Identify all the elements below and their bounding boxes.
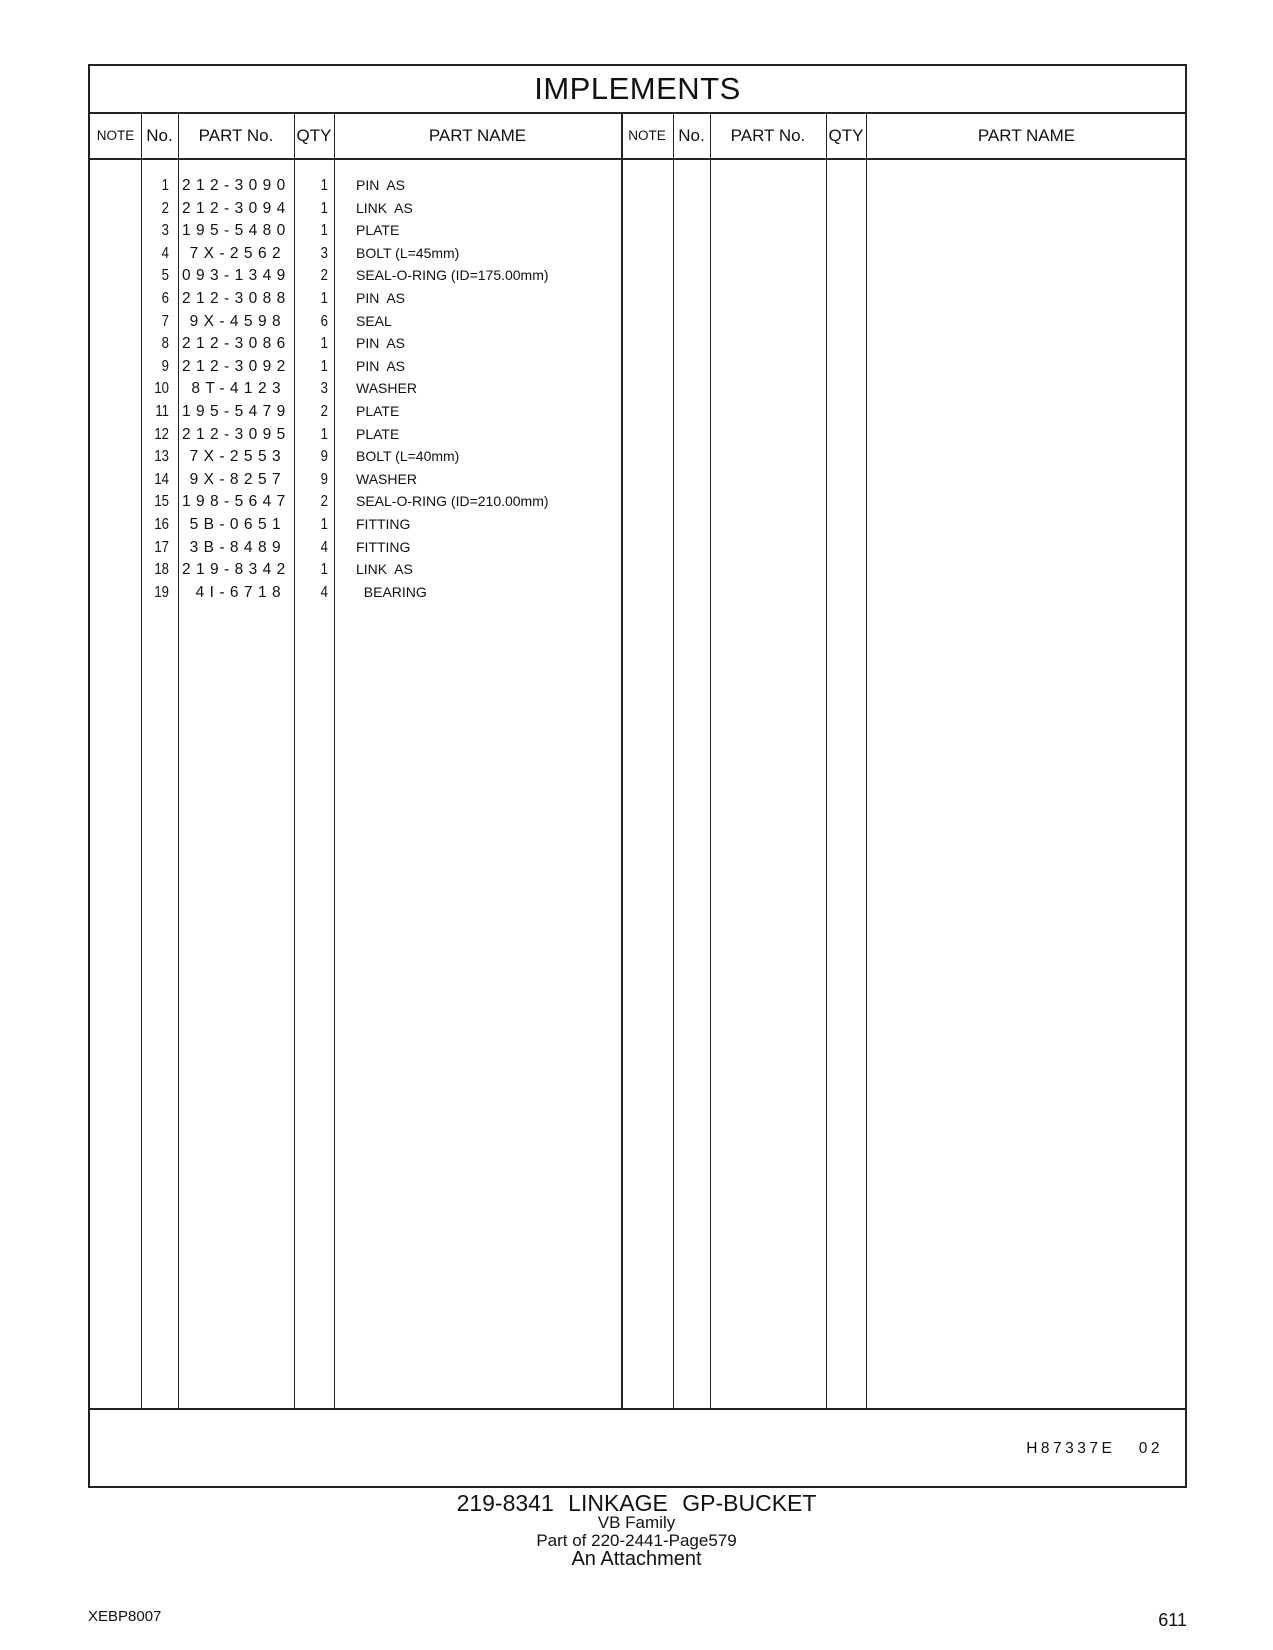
- item-number: 13: [154, 448, 169, 466]
- header-note: NOTE: [96, 128, 135, 143]
- item-number: 8: [161, 335, 169, 353]
- part-number: 212-3092: [182, 357, 291, 375]
- header-part-no-right: PART No.: [730, 126, 806, 145]
- item-number: 16: [154, 516, 169, 533]
- table-row: [90, 581, 1185, 604]
- quantity: 4: [320, 583, 328, 601]
- table-row: [90, 513, 1185, 536]
- header-part-name: PART NAME: [428, 126, 527, 145]
- part-number: 3B-8489: [189, 538, 286, 556]
- part-number: 212-3094: [182, 199, 291, 217]
- quantity: 2: [320, 493, 328, 511]
- table-bottom-rule: [90, 1408, 1185, 1410]
- part-number: 212-3086: [182, 335, 291, 353]
- item-number: 9: [161, 357, 169, 375]
- table-row: [90, 197, 1185, 220]
- quantity: 3: [320, 244, 328, 262]
- part-name: PIN AS: [356, 335, 406, 352]
- table-row: [90, 468, 1185, 491]
- item-number: 11: [155, 403, 169, 420]
- document-id: XEBP8007: [88, 1608, 162, 1625]
- item-number: 19: [154, 583, 169, 601]
- table-row: [90, 490, 1185, 513]
- item-number: 15: [154, 493, 169, 511]
- part-number: 9X-4598: [189, 312, 286, 330]
- quantity: 9: [320, 448, 328, 466]
- quantity: 3: [320, 380, 328, 398]
- table-row: [90, 242, 1185, 265]
- part-name: SEAL: [356, 312, 392, 329]
- quantity: 1: [320, 290, 328, 307]
- header-qty: QTY: [296, 126, 332, 145]
- part-number: 4I-6718: [195, 583, 286, 601]
- table-row: [90, 264, 1185, 287]
- item-number: 6: [161, 290, 169, 307]
- quantity: 1: [320, 199, 328, 217]
- part-name: PIN AS: [356, 290, 406, 306]
- part-number: 5B-0651: [189, 516, 286, 533]
- header-no-right: No.: [678, 126, 705, 145]
- parts-list-frame: [88, 64, 1187, 1488]
- table-row: [90, 377, 1185, 400]
- quantity: 1: [320, 516, 328, 533]
- part-number: 212-3088: [182, 290, 291, 307]
- part-name: SEAL-O-RING (ID=210.00mm): [356, 493, 549, 510]
- attachment-label: An Attachment: [571, 1548, 702, 1570]
- header-part-name-right: PART NAME: [977, 126, 1076, 145]
- part-number: 195-5479: [182, 403, 291, 420]
- part-name: WASHER: [356, 470, 417, 487]
- item-number: 4: [161, 244, 169, 262]
- part-number: 212-3095: [182, 425, 291, 443]
- table-row: [90, 310, 1185, 333]
- header-qty-right: QTY: [828, 126, 864, 145]
- item-number: 12: [154, 425, 169, 443]
- family-label: VB Family: [597, 1513, 676, 1532]
- page-number: 611: [1158, 1610, 1187, 1630]
- quantity: 1: [320, 357, 328, 375]
- table-row: [90, 219, 1185, 242]
- part-name: PIN AS: [356, 357, 406, 374]
- quantity: 1: [320, 425, 328, 443]
- item-number: 17: [154, 538, 169, 556]
- part-name: FITTING: [356, 516, 411, 532]
- part-number: 093-1349: [182, 267, 291, 285]
- part-name: WASHER: [356, 380, 417, 397]
- part-name: PLATE: [356, 222, 400, 239]
- part-name: SEAL-O-RING (ID=175.00mm): [356, 267, 549, 284]
- part-name: PLATE: [356, 425, 400, 442]
- part-name: FITTING: [356, 538, 411, 555]
- part-name: PLATE: [356, 403, 400, 419]
- drawing-code: H87337E 02: [1026, 1440, 1163, 1457]
- part-number: 198-5647: [182, 493, 291, 511]
- item-number: 5: [161, 267, 169, 285]
- part-number: 7X-2553: [189, 448, 286, 466]
- part-number: 219-8342: [182, 561, 291, 579]
- table-row: [90, 174, 1185, 197]
- header-note-right: NOTE: [628, 128, 666, 143]
- quantity: 1: [320, 222, 328, 240]
- header-no: No.: [146, 126, 173, 145]
- part-name: BOLT (L=40mm): [356, 448, 460, 465]
- table-row: [90, 287, 1185, 310]
- part-number: 9X-8257: [189, 470, 286, 488]
- quantity: 1: [320, 177, 328, 194]
- quantity: 2: [320, 267, 328, 285]
- item-number: 7: [161, 312, 169, 330]
- quantity: 1: [320, 335, 328, 353]
- table-row: [90, 355, 1185, 378]
- part-number: 195-5480: [182, 222, 291, 240]
- quantity: 2: [320, 403, 328, 420]
- table-row: [90, 445, 1185, 468]
- table-row: [90, 558, 1185, 581]
- item-number: 14: [154, 470, 169, 488]
- item-number: 1: [161, 177, 169, 194]
- assembly-title: 219-8341 LINKAGE GP-BUCKET: [456, 1490, 817, 1516]
- part-of-reference: Part of 220-2441-Page579: [536, 1531, 737, 1550]
- part-name: BOLT (L=45mm): [356, 244, 460, 261]
- table-row: [90, 332, 1185, 355]
- part-name: LINK AS: [356, 561, 413, 578]
- part-name: LINK AS: [356, 199, 413, 216]
- quantity: 6: [320, 312, 328, 330]
- quantity: 9: [320, 470, 328, 488]
- header-part-no: PART No.: [198, 126, 274, 145]
- part-number: 7X-2562: [189, 244, 286, 262]
- quantity: 4: [320, 538, 328, 556]
- part-name: PIN AS: [356, 177, 406, 193]
- item-number: 2: [161, 199, 169, 217]
- part-name: BEARING: [356, 583, 427, 600]
- item-number: 18: [154, 561, 169, 579]
- table-row: [90, 536, 1185, 559]
- part-number: 8T-4123: [191, 380, 286, 398]
- table-row: [90, 400, 1185, 423]
- item-number: 3: [161, 222, 169, 240]
- section-title: IMPLEMENTS: [90, 66, 1185, 114]
- quantity: 1: [320, 561, 328, 579]
- table-row: [90, 423, 1185, 446]
- item-number: 10: [154, 380, 169, 398]
- part-number: 212-3090: [182, 177, 291, 194]
